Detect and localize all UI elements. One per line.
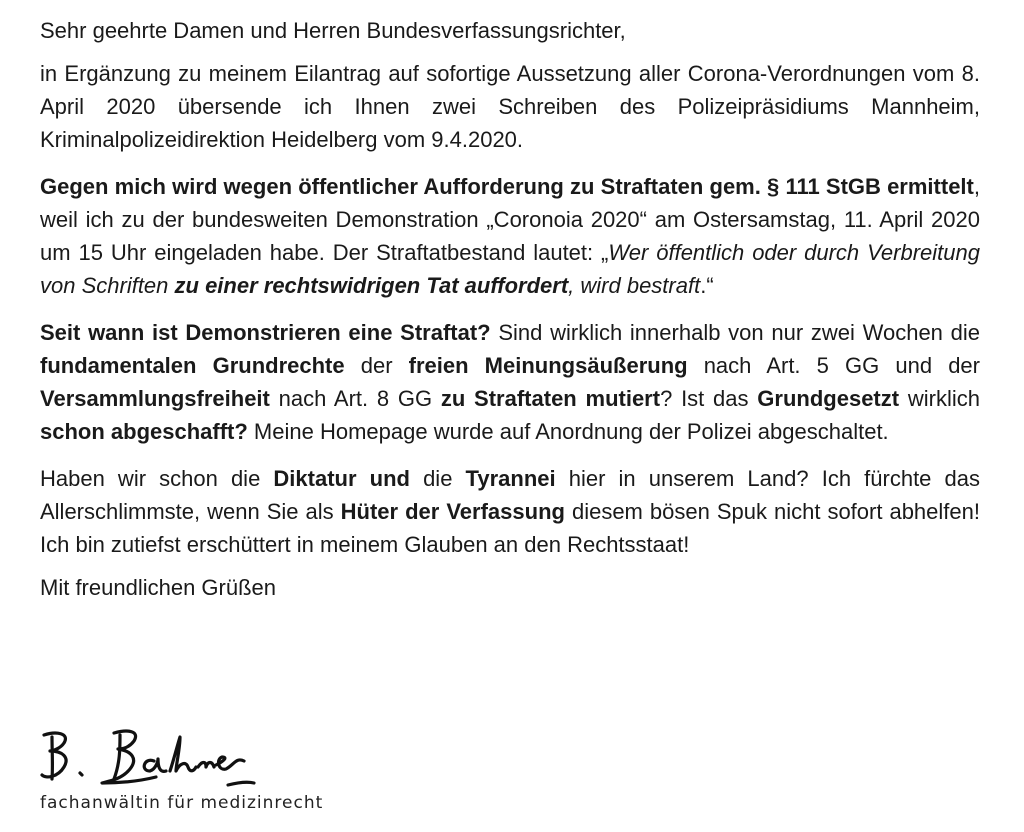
bold-span: Grundgesetzt [757, 386, 900, 411]
text-span: der [344, 353, 409, 378]
bold-span: Hüter der Verfassung [340, 499, 565, 524]
bold-span: Diktatur und [273, 466, 410, 491]
text-span: nach Art. 8 GG [269, 386, 441, 411]
salutation: Sehr geehrte Damen und Herren Bundesverfassungsrichter, [40, 18, 626, 43]
bold-span: Versammlungsfreiheit [40, 386, 270, 411]
paragraph-4 [40, 462, 980, 561]
bold-span: schon abgeschafft? [40, 419, 248, 444]
italic-span: Wer öffentlich oder durch Verbreitung von Schriften [40, 240, 980, 298]
text-span: .“ [700, 273, 714, 298]
text-span: Meine Homepage wurde auf Anordnung der Polizei abgeschaltet. [247, 419, 889, 444]
text-span: , weil ich zu der bundesweiten Demonstration „Coronoia 2020“ am Ostersamstag, 11. April 2020 um 15 Uhr eingeladen habe. Der Straftatbestand lautet: „ [40, 174, 980, 265]
bold-span: Gegen mich wird wegen öffentlicher Aufforderung zu Straftaten gem. § 111 StGB ermittelt [40, 174, 974, 199]
paragraph-2 [40, 170, 980, 302]
bold-span: fundamentalen Grundrechte [40, 353, 345, 378]
text-span: die [409, 466, 466, 491]
text-span: Haben wir schon die [40, 466, 274, 491]
text-span: wirklich [899, 386, 980, 411]
text-span: hier in unserem Land? Ich fürchte das Allerschlimmste, wenn Sie als [40, 466, 980, 524]
text-span: ? Ist das [660, 386, 758, 411]
bold-span: Seit wann ist Demonstrieren eine Straftat? [40, 320, 491, 345]
letter-body [40, 14, 980, 604]
text-span: diesem bösen Spuk nicht sofort abhelfen! Ich bin zutiefst erschüttert in meinem Glauben an den Rechtsstaat! [40, 499, 980, 557]
italic-span: , wird bestraft [568, 273, 701, 298]
text-span: nach Art. 5 GG und der [687, 353, 980, 378]
paragraph-1: in Ergänzung zu meinem Eilantrag auf sofortige Aussetzung aller Corona-Verordnungen vom 8. April 2020 übersende ich Ihnen zwei Schreiben des Polizeipräsidiums Mannheim, Kriminalpolizeidirektion Heidelberg vom 9.4.2020. [40, 61, 980, 152]
handwritten-signature [40, 727, 300, 789]
paragraph-3 [40, 316, 980, 448]
bold-span: zu Straftaten mutiert [440, 386, 661, 411]
footer-title: fachanwältin für medizinrecht [40, 793, 324, 813]
closing: Mit freundlichen Grüßen [40, 575, 276, 600]
bold-span: Tyrannei [465, 466, 556, 491]
bold-italic-span: zu einer rechtswidrigen Tat auffordert [174, 273, 569, 298]
bold-span: freien Meinungsäußerung [408, 353, 688, 378]
text-span: Sind wirklich innerhalb von nur zwei Wochen die [490, 320, 980, 345]
